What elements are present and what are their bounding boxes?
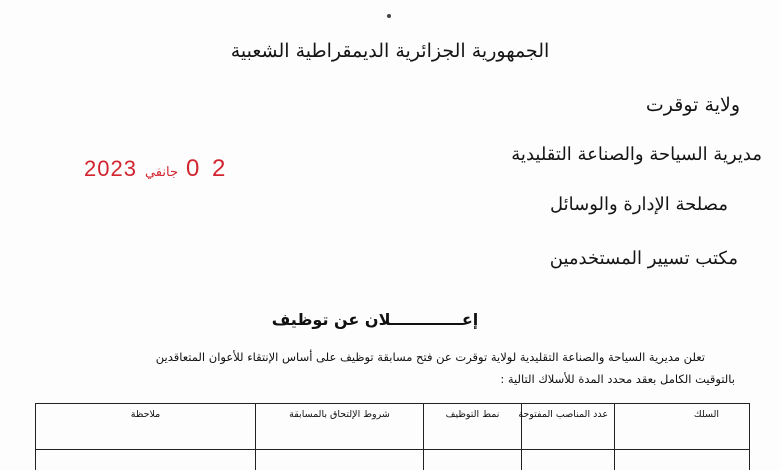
table-header-recruitment-type: نمط التوظيف [423, 404, 521, 450]
table-cell [423, 450, 521, 470]
table-cell [614, 450, 749, 470]
table-cell [521, 450, 614, 470]
table-header-note: ملاحظة [36, 404, 255, 450]
date-stamp [84, 155, 228, 183]
service-heading: مصلحة الإدارة والوسائل [549, 194, 728, 215]
table-cell [255, 450, 423, 470]
table-header-conditions: شروط الإلتحاق بالمسابقة [255, 404, 423, 450]
ink-dot [387, 14, 391, 18]
wilaya-heading: ولاية توقرت [645, 94, 740, 116]
stamp-day: 0 2 [185, 155, 229, 182]
office-heading: مكتب تسيير المستخدمين [549, 248, 738, 269]
table-header-corps: السلك [614, 404, 749, 450]
announcement-text-line-1: تعلن مديرية السياحة والصناعة التقليدية لولاية توقرت عن فتح مسابقة توظيف على أساس الإنتقاء للأعوان المتعاقدين [155, 350, 705, 364]
positions-table [35, 403, 750, 470]
directorate-heading: مديرية السياحة والصناعة التقليدية [511, 144, 762, 165]
table-header-positions-count: عدد المناصب المفتوحة [521, 404, 614, 450]
announcement-text-line-2: بالتوقيت الكامل بعقد محدد المدة للأسلاك التالية : [500, 372, 735, 386]
stamp-year: 2023 [84, 156, 137, 181]
announcement-title: إعـــــــــــــلان عن توظيف [271, 310, 479, 329]
republic-heading: الجمهورية الجزائرية الديمقراطية الشعبية [230, 40, 550, 62]
table-cell [36, 450, 255, 470]
stamp-month: جانفي [144, 164, 178, 179]
